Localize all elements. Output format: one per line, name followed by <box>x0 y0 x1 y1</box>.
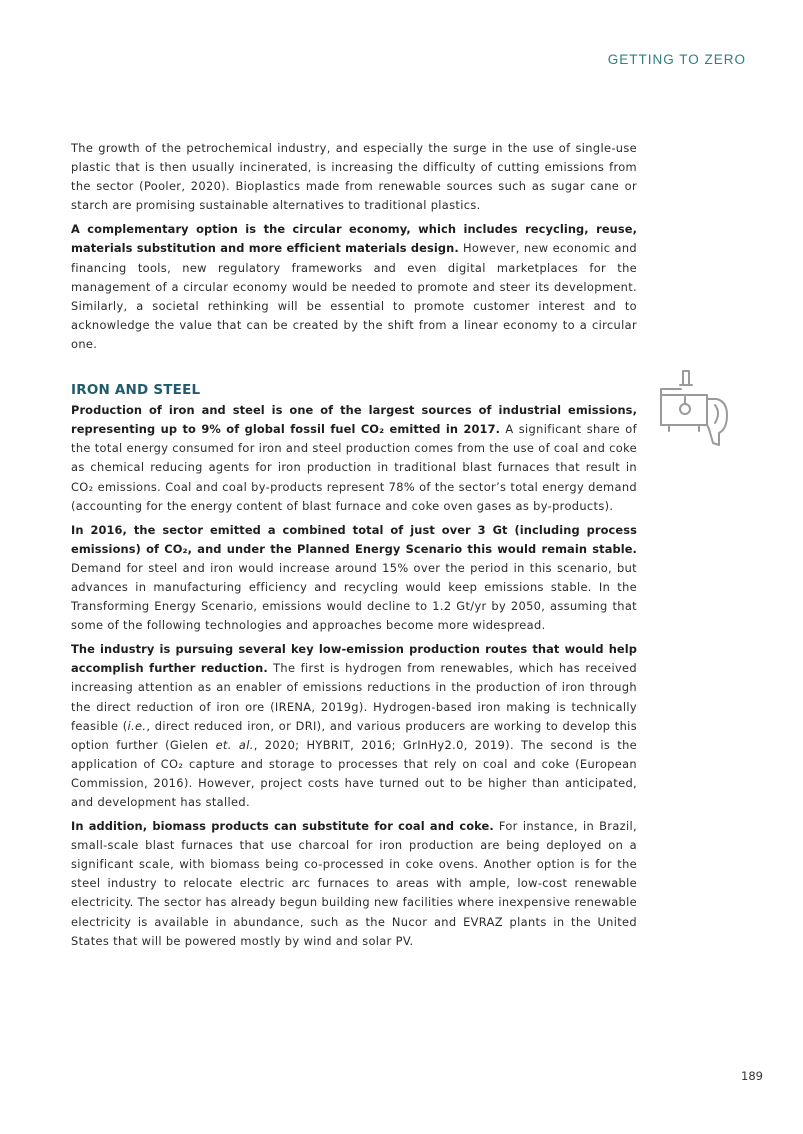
steel-ladle-icon <box>657 369 733 453</box>
paragraph-text: For instance, in Brazil, small-scale blast furnaces that use charcoal for iron production are being deployed on a significant scale, with biomass being co-processed in coke ovens. Another option is for the steel industry to relocate electric arc furnaces to areas with ample, low-cost renewable electricity. The sector has already begun building new facilities where inexpensive renewable electricity is available in abundance, such as the Nucor and EVRAZ plants in the United States that will be powered mostly by wind and solar PV. <box>71 819 638 948</box>
page-number: 189 <box>741 1069 763 1083</box>
paragraph-text: Demand for steel and iron would increase around 15% over the period in this scenario, but advances in manufacturing efficiency and recycling would keep emissions stable. In the Transforming Energy Scenario, emissions would decline to 1.2 Gt/yr by 2050, assuming that some of the following technologies and approaches become more widespread. <box>71 560 637 633</box>
paragraph-lead: In 2016, the sector emitted a combined total of just over 3 Gt (including process emissions) of CO₂, and under the Planned Energy Scenario this would remain stable. <box>71 522 637 556</box>
body-text <box>71 139 637 956</box>
paragraph-text: However, new economic and financing tools, new regulatory frameworks and even digital marketplaces for the management of a circular economy would be needed to promote and steer its development. Similarly, a societal rethinking will be essential to promote customer interest and to acknowledge the value that can be created by the shift from a linear economy to a circular one. <box>71 241 638 351</box>
paragraph-iron-steel-emissions <box>71 401 637 516</box>
paragraph-lead: A complementary option is the circular economy, which includes recycling, reuse, materials substitution and more efficient materials design. <box>71 222 637 256</box>
paragraph-sector-2016 <box>71 521 637 636</box>
paragraph-lead: The industry is pursuing several key low-emission production routes that would help accomplish further reduction. <box>71 642 637 676</box>
paragraph-petrochemical <box>71 139 637 215</box>
paragraph-low-emission-routes <box>71 640 637 812</box>
paragraph-lead: Production of iron and steel is one of the largest sources of industrial emissions, representing up to 9% of global fossil fuel CO₂ emitted in 2017. <box>71 403 637 437</box>
paragraph-text: A significant share of the total energy consumed for iron and steel production comes from the use of coal and coke as chemical reducing agents for iron production in traditional blast furnaces that result in CO₂ emissions. Coal and coal by-products represent 78% of the sector’s total energy demand (accounting for the energy content of blast furnace and coke oven gases as by-products). <box>71 422 637 513</box>
italic-text: i.e. <box>127 718 147 733</box>
paragraph-biomass <box>71 817 637 951</box>
paragraph-text: The first is hydrogen from renewables, which has received increasing attention as an enabler of emissions reductions in the production of iron through the direct reduction of iron ore (IRENA, 2019g). Hydrogen-based iron making is technically feasible ( <box>71 661 637 733</box>
running-header: GETTING TO ZERO <box>607 52 746 67</box>
paragraph-text: , direct reduced iron, or DRI), and various producers are working to develop this option further (Gielen <box>71 718 637 752</box>
section-title: IRON AND STEEL <box>71 382 201 399</box>
paragraph-text: The growth of the petrochemical industry, and especially the surge in the use of single-use plastic that is then usually incinerated, is increasing the difficulty of cutting emissions from the sector (Pooler, 2020). Bioplastics made from renewable sources such as sugar cane or starch are promising sustainable alternatives to traditional plastics. <box>71 141 637 213</box>
paragraph-lead: In addition, biomass products can substitute for coal and coke. <box>71 819 494 834</box>
italic-text: et. al. <box>215 737 254 752</box>
paragraph-circular-economy <box>71 220 637 354</box>
paragraph-text: , 2020; HYBRIT, 2016; GrInHy2.0, 2019). The second is the application of CO₂ capture and storage to processes that rely on coal and coke (European Commission, 2016). However, project costs have turned out to be higher than anticipated, and development has stalled. <box>71 737 637 809</box>
